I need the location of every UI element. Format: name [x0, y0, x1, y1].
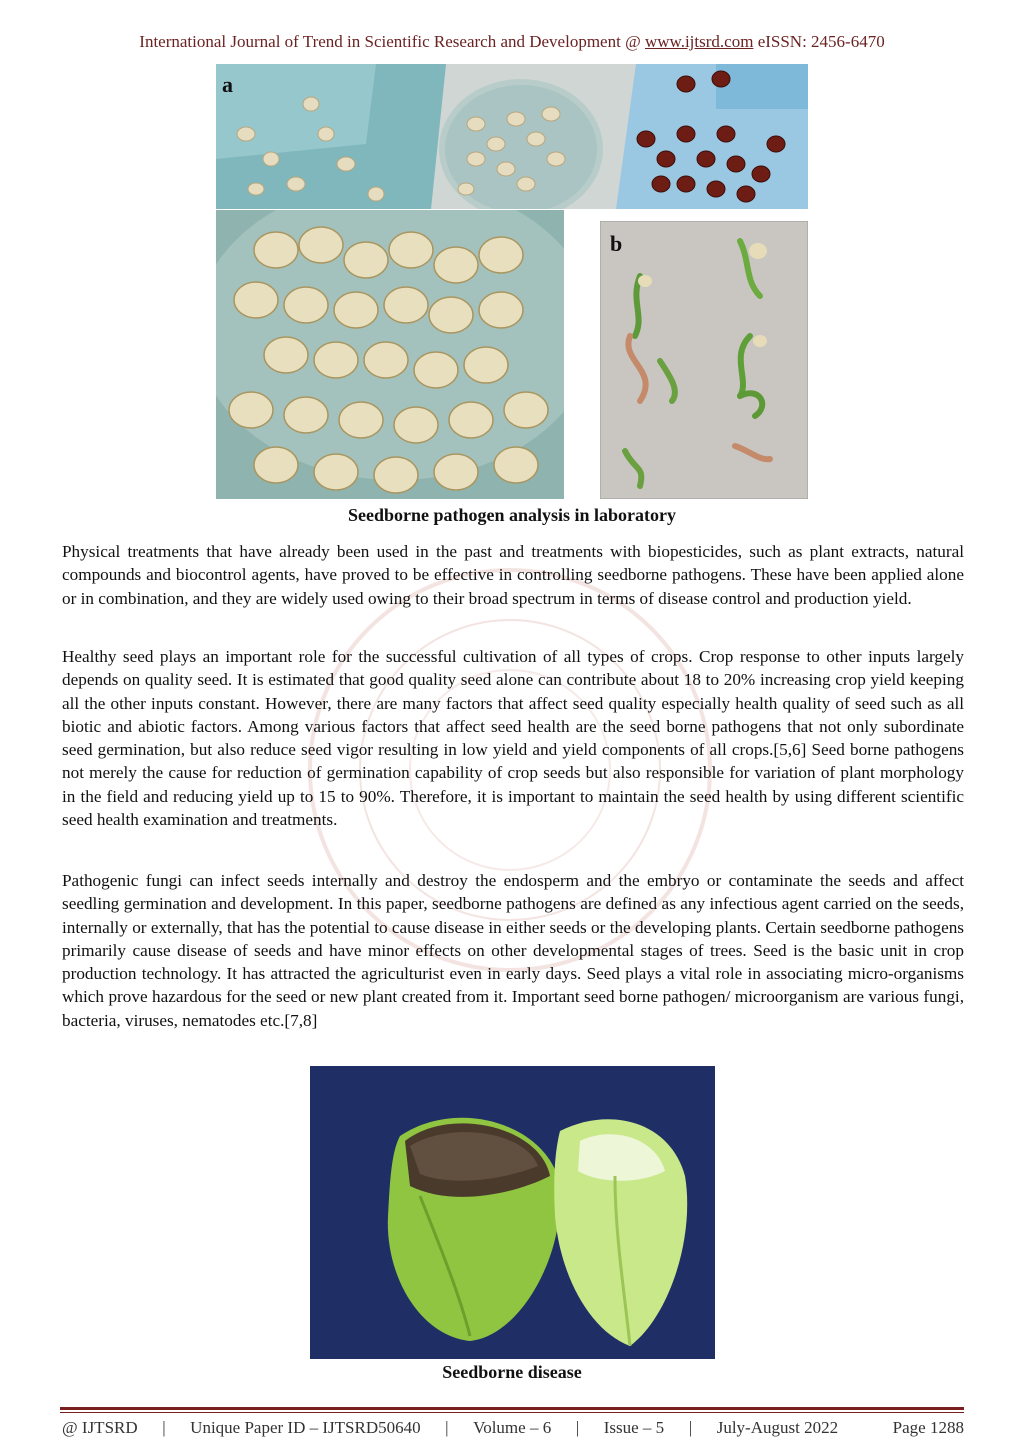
- header-issn: eISSN: 2456-6470: [757, 32, 885, 51]
- footer-paper-id: Unique Paper ID – IJTSRD50640: [190, 1418, 421, 1437]
- footer-separator: |: [575, 1418, 580, 1437]
- footer-rule-thin: [60, 1412, 964, 1413]
- page-header: [0, 32, 1024, 52]
- figure-caption-lab-analysis: Seedborne pathogen analysis in laboratory: [347, 505, 677, 525]
- footer-volume: Volume – 6: [473, 1418, 552, 1437]
- paragraph-pathogenic-fungi: Pathogenic fungi can infect seeds internally and destroy the endosperm and the embryo or contaminate the seeds and affect seedling germination and development. In this paper, seedborne pathogens are defined as any infectious agent carried on the seeds, internally or externally, that has the potential to cause disease in either seeds or the developing plants. Certain seedborne pathogens primarily cause disease of seeds and have minor effects on other developmental stages of trees. Seed is the basic unit in crop production technology. It has attracted the agriculturist even in early days. Seed plays a vital role in associating micro-organisms which prove hazardous for the seed or new plant created from it. Important seed borne pathogen/ microorganism are various fungi, bacteria, viruses, nematodes etc.[7,8]: [62, 871, 964, 1030]
- footer-date: July-August 2022: [716, 1418, 839, 1437]
- figure-seedlings-image: [600, 221, 808, 499]
- figure-seed-plates-image: [216, 64, 808, 209]
- footer-separator: |: [445, 1418, 449, 1437]
- footer-separator: |: [688, 1418, 693, 1437]
- footer-rule-thick: [60, 1407, 964, 1410]
- figure-seedborne-disease-image: [310, 1066, 715, 1359]
- figure-seed-closeup-image: [216, 210, 564, 499]
- footer-issue: Issue – 5: [603, 1418, 665, 1437]
- paragraph-treatments: Physical treatments that have already been used in the past and treatments with biopesticides, such as plant extracts, natural compounds and biocontrol agents, have proved to be effective in controlling seedborne pathogens. These have been applied alone or in combination, and they are widely used owing to their broad spectrum in terms of disease control and production yield.: [62, 542, 964, 608]
- footer-page-number: Page 1288: [892, 1418, 964, 1437]
- footer-separator: |: [162, 1418, 166, 1437]
- figure-panel-label-a: a: [222, 72, 233, 97]
- header-journal-name: International Journal of Trend in Scientific Research and Development @: [139, 32, 641, 51]
- paragraph-healthy-seed: Healthy seed plays an important role for the successful cultivation of all types of crops. Crop response to other inputs largely depends on quality seed. It is estimated that good quality seed alone can contribute about 18 to 20% increasing crop yield keeping all the other inputs constant. However, there are many factors that affect seed quality especially health quality of seed such as all biotic and abiotic factors. Among various factors that affect seed health are the seed borne pathogens that not only subordinate seed germination, but also reduce seed vigor resulting in low yield and yield components of all crops.[5,6] Seed borne pathogens not merely the cause for reduction of germination capability of crop seeds but also responsible for variation of plant morphology in the field and reducing yield up to 15 to 90%. Therefore, it is important to maintain the seed health by using different scientific seed health examination and treatments.: [62, 647, 964, 830]
- figure-caption-seedborne-disease: Seedborne disease: [442, 1362, 582, 1382]
- footer-journal: @ IJTSRD: [62, 1418, 138, 1437]
- figure-panel-label-b: b: [610, 231, 623, 256]
- page-footer: [62, 1418, 964, 1438]
- header-website-link[interactable]: www.ijtsrd.com: [644, 32, 754, 51]
